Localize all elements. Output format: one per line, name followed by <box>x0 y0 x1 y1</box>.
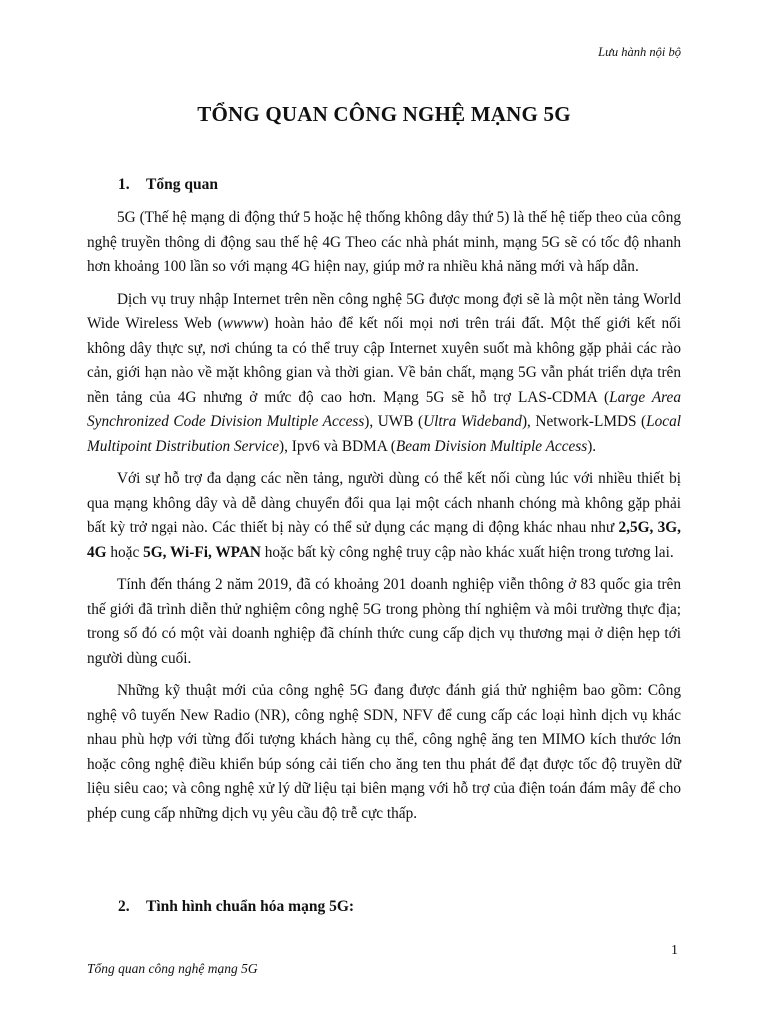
text-run: ), Network-LMDS ( <box>521 413 647 430</box>
paragraph: Những kỹ thuật mới của công nghệ 5G đang được đánh giá thử nghiệm bao gồm: Công nghệ vô tuyến New Radio (NR), công nghệ SDN, NFV để cung cấp các loại hình dịch vụ khác nhau phù hợp với từng đối tượng khách hàng cụ thể, công nghệ ăng ten MIMO kích thước lớn hoặc công nghệ điều khiển búp sóng cải tiến cho ăng ten thu phát để đạt được tốc độ truyền dữ liệu siêu cao; và công nghệ xử lý dữ liệu tại biên mạng với hỗ trợ của điện toán đám mây để cho phép cung cấp những dịch vụ yêu cầu độ trễ cực thấp. <box>87 682 681 822</box>
paragraph <box>87 467 681 565</box>
italic-text: Large Area Synchronized Code Division Multiple Access <box>87 388 681 430</box>
text-run: ) hoàn hảo để kết nối mọi nơi trên trái đất. Một thế giới kết nối không dây thực sự, nơi chúng ta có thể truy cập Internet xuyên suốt mà không gặp phải các rào cản, giới hạn nào về mặt không gian và thời gian. Về bản chất, mạng 5G vẫn phát triển dựa trên nền tảng của 4G nhưng ở mức độ cao hơn. Mạng 5G sẽ hỗ trợ LAS-CDMA ( <box>87 315 681 406</box>
section-heading-1 <box>118 176 218 194</box>
paragraph: 5G (Thế hệ mạng di động thứ 5 hoặc hệ thống không dây thứ 5) là thế hệ tiếp theo của công nghệ truyền thông di động sau thế hệ 4G Theo các nhà phát minh, mạng 5G sẽ có tốc độ nhanh hơn khoảng 100 lần so với mạng 4G hiện nay, giúp mở ra nhiều khả năng mới và hấp dẫn. <box>87 209 681 275</box>
text-run: ), UWB ( <box>364 413 424 430</box>
bold-text: 5G, Wi-Fi, WPAN <box>143 543 261 561</box>
text-run: Dịch vụ truy nhập Internet trên nền công nghệ 5G được mong đợi sẽ là một nền tảng World Wide Wireless Web ( <box>87 290 681 332</box>
section-heading-2 <box>118 898 354 916</box>
footer-note: Tổng quan công nghệ mạng 5G <box>87 961 258 976</box>
document-title: TỔNG QUAN CÔNG NGHỆ MẠNG 5G <box>197 102 571 126</box>
body-text <box>87 206 681 834</box>
text-run: Với sự hỗ trợ đa dạng các nền tảng, người dùng có thể kết nối cùng lúc với nhiều thiết bị qua mạng không dây và dễ dàng chuyển đổi qua lại một cách nhanh chóng mà không gặp phải bất kỳ trở ngại nào. Các thiết bị này có thể sử dụng các mạng di động khác nhau như <box>87 470 681 536</box>
italic-text: Local Multipoint Distribution Service <box>87 413 681 455</box>
paragraph <box>87 288 681 460</box>
text-run: hoặc bất kỳ công nghệ truy cập nào khác xuất hiện trong tương lai. <box>260 543 674 561</box>
section-title: Tổng quan <box>146 176 218 193</box>
page-number: 1 <box>671 943 678 958</box>
italic-text: Beam Division Multiple Access <box>395 437 588 455</box>
text-run: ), Ipv6 và BDMA ( <box>279 437 396 455</box>
paragraph: Tính đến tháng 2 năm 2019, đã có khoảng 201 doanh nghiệp viễn thông ở 83 quốc gia trên thế giới đã trình diễn thử nghiệm công nghệ 5G trong phòng thí nghiệm và môi trường thực địa; trong số đó có một vài doanh nghiệp đã chính thức cung cấp dịch vụ thương mại ở diện hẹp tới người dùng cuối. <box>87 576 681 667</box>
section-title: Tình hình chuẩn hóa mạng 5G: <box>146 898 355 915</box>
section-number: 1. <box>118 176 130 193</box>
bold-text: 2,5G, 3G, 4G <box>87 519 681 561</box>
text-run: hoặc <box>106 543 144 561</box>
italic-text: wwww <box>222 315 264 332</box>
section-number: 2. <box>118 898 130 915</box>
italic-text: Ultra Wideband <box>423 413 522 430</box>
text-run: ). <box>587 437 597 455</box>
header-note: Lưu hành nội bộ <box>598 45 681 59</box>
